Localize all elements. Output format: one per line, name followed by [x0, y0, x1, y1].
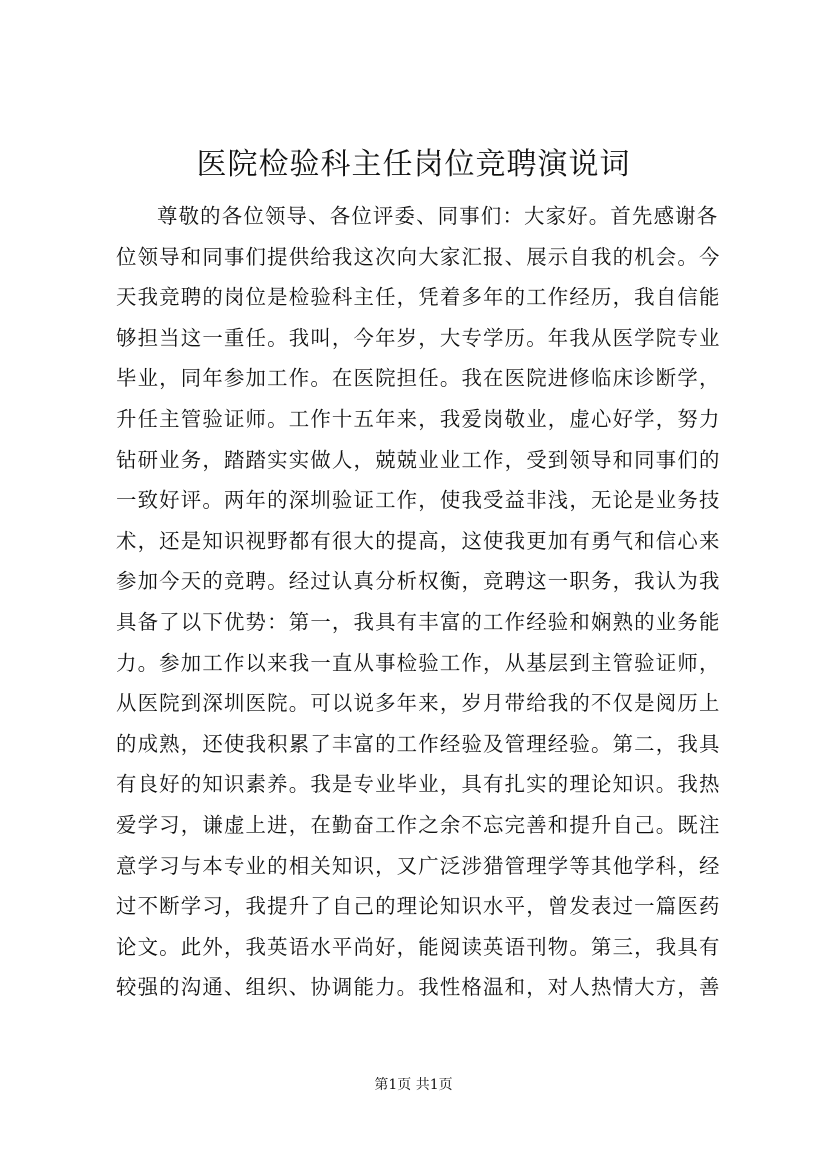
body-line: 一致好评。两年的深圳验证工作，使我受益非浅，无论是业务技: [116, 488, 721, 513]
body-line: 较强的沟通、组织、协调能力。我性格温和，对人热情大方，善: [116, 975, 721, 1000]
body-line: 过不断学习，我提升了自己的理论知识水平，曾发表过一篇医药: [116, 894, 721, 919]
body-line: 参加今天的竞聘。经过认真分析权衡，竞聘这一职务，我认为我: [116, 569, 721, 594]
body-line: 毕业，同年参加工作。在医院担任。我在医院进修临床诊断学，: [116, 366, 721, 391]
body-line: 论文。此外，我英语水平尚好，能阅读英语刊物。第三，我具有: [116, 934, 721, 959]
page-footer: 第1页 共1页: [374, 1077, 453, 1093]
body-line: 钻研业务，踏踏实实做人，兢兢业业工作，受到领导和同事们的: [116, 447, 721, 472]
body-line: 从医院到深圳医院。可以说多年来，岁月带给我的不仅是阅历上: [116, 691, 721, 716]
body-line: 意学习与本专业的相关知识，又广泛涉猎管理学等其他学科，经: [116, 853, 721, 878]
body-line: 尊敬的各位领导、各位评委、同事们：大家好。首先感谢各: [157, 204, 719, 228]
body-line: 力。参加工作以来我一直从事检验工作，从基层到主管验证师，: [116, 650, 721, 675]
document-title: 医院检验科主任岗位竞聘演说词: [196, 147, 631, 182]
body-line: 够担当这一重任。我叫，今年岁，大专学历。年我从医学院专业: [116, 325, 721, 350]
document-body: [116, 196, 721, 1008]
body-line: 具备了以下优势：第一，我具有丰富的工作经验和娴熟的业务能: [116, 609, 721, 634]
body-line: 的成熟，还使我积累了丰富的工作经验及管理经验。第二，我具: [116, 731, 721, 756]
body-line: 天我竞聘的岗位是检验科主任，凭着多年的工作经历，我自信能: [116, 285, 721, 310]
body-line: 位领导和同事们提供给我这次向大家汇报、展示自我的机会。今: [116, 244, 721, 269]
body-line: 术，还是知识视野都有很大的提高，这使我更加有勇气和信心来: [116, 528, 721, 553]
body-line: 有良好的知识素养。我是专业毕业，具有扎实的理论知识。我热: [116, 772, 721, 797]
body-line: 升任主管验证师。工作十五年来，我爱岗敬业，虚心好学，努力: [116, 406, 721, 431]
body-line: 爱学习，谦虚上进，在勤奋工作之余不忘完善和提升自己。既注: [116, 812, 721, 837]
